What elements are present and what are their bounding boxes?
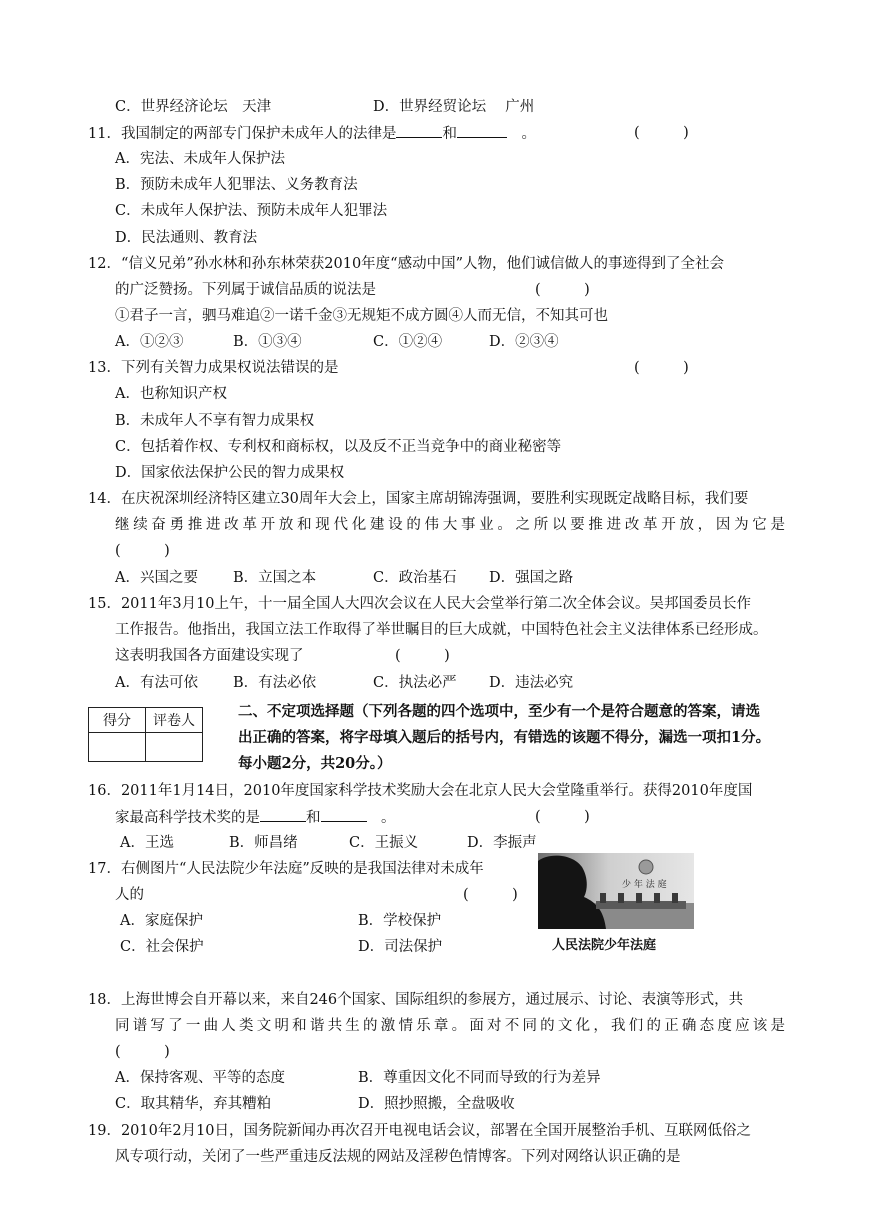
q11-stem-b: 和 xyxy=(442,126,457,142)
q15-stem-line2: 工作报告。他指出，我国立法工作取得了举世瞩目的巨大成就，中国特色社会主义法律体系已经形成。 xyxy=(115,622,768,638)
q15-option-b: B．有法必依 xyxy=(233,675,317,691)
q17-answer-paren[interactable]: ( ) xyxy=(463,887,518,903)
q14-option-c: C．政治基石 xyxy=(373,570,457,586)
q12-stem-line2: 的广泛赞扬。下列属于诚信品质的说法是 xyxy=(115,282,376,298)
q10-option-c: C．世界经济论坛 天津 xyxy=(115,99,272,115)
section2-heading-line3: 每小题2分，共20分。） xyxy=(238,755,392,772)
section2-heading-line1: 二、不定项选择题（下列各题的四个选项中，至少有一个是符合题意的答案，请选 xyxy=(238,703,760,720)
q18-option-a: A．保持客观、平等的态度 xyxy=(115,1070,285,1086)
q15-option-d: D．违法必究 xyxy=(489,675,574,691)
q15-stem-line1: 15．2011年3月10上午，十一届全国人大四次会议在人民大会堂举行第二次全体会议。吴邦国委员长作 xyxy=(88,596,752,612)
photo-sign-text: 少 年 法 庭 xyxy=(622,880,667,890)
grader-header: 评卷人 xyxy=(146,708,203,733)
q13-option-a: A．也称知识产权 xyxy=(115,386,227,402)
q14-option-b: B．立国之本 xyxy=(233,570,317,586)
q18-stem-line1: 18．上海世博会自开幕以来，来自246个国家、国际组织的参展方，通过展示、讨论、表演等形式，共 xyxy=(88,992,744,1008)
q18-answer-paren[interactable]: ( ) xyxy=(115,1044,170,1060)
answer-blank[interactable] xyxy=(457,123,507,138)
q16-option-c: C．王振义 xyxy=(349,835,419,851)
q11-stem-a: 11．我国制定的两部专门保护未成年人的法律是 xyxy=(88,126,397,142)
q14-stem-line2: 继续奋勇推进改革开放和现代化建设的伟大事业。之所以要推进改革开放，因为它是 xyxy=(115,517,785,533)
answer-blank[interactable] xyxy=(396,123,442,138)
q18-option-c: C．取其精华，弃其糟粕 xyxy=(115,1096,272,1112)
q13-answer-paren[interactable]: ( ) xyxy=(634,360,689,376)
q11-stem-c: 。 xyxy=(506,126,536,142)
q17-option-a: A．家庭保护 xyxy=(120,913,203,929)
q16-stem-line2-a: 家最高科学技术奖的是 xyxy=(115,810,260,826)
q16-option-d: D．李振声 xyxy=(467,835,537,851)
q11-option-a: A．宪法、未成年人保护法 xyxy=(115,151,285,167)
section2-heading-line2: 出正确的答案，将字母填入题后的括号内，有错选的该题不得分，漏选一项扣1分。 xyxy=(238,729,771,746)
q12-option-a: A．①②③ xyxy=(115,334,184,350)
q17-stem-line2: 人的 xyxy=(115,887,144,903)
q12-answer-paren[interactable]: ( ) xyxy=(535,282,590,298)
q19-stem-line2: 风专项行动，关闭了一些严重违反法规的网站及淫秽色情博客。下列对网络认识正确的是 xyxy=(115,1149,681,1165)
q14-option-d: D．强国之路 xyxy=(489,570,574,586)
q17-stem-line1: 17．右侧图片“人民法院少年法庭”反映的是我国法律对未成年 xyxy=(88,861,484,877)
q15-option-a: A．有法可依 xyxy=(115,675,198,691)
q12-items: ①君子一言，驷马难追②一诺千金③无规矩不成方圆④人而无信，不知其可也 xyxy=(115,308,608,324)
q15-option-c: C．执法必严 xyxy=(373,675,457,691)
q11-option-b: B．预防未成年人犯罪法、义务教育法 xyxy=(115,177,358,193)
q15-stem-line3: 这表明我国各方面建设实现了 xyxy=(115,648,304,664)
score-cell[interactable] xyxy=(89,733,146,762)
q16-stem-line2 xyxy=(115,807,396,828)
juvenile-court-photo xyxy=(538,853,694,929)
q14-stem-line1: 14．在庆祝深圳经济特区建立30周年大会上，国家主席胡锦涛强调，要胜利实现既定战略目标，我们要 xyxy=(88,491,749,507)
q12-option-c: C．①②④ xyxy=(373,334,443,350)
score-table xyxy=(88,707,203,762)
answer-blank[interactable] xyxy=(260,807,306,822)
q17-option-d: D．司法保护 xyxy=(358,939,443,955)
juvenile-court-photo-image xyxy=(538,853,694,929)
grader-cell[interactable] xyxy=(146,733,203,762)
q12-option-d: D．②③④ xyxy=(489,334,559,350)
q17-option-c: C．社会保护 xyxy=(120,939,204,955)
q11-option-c: C．未成年人保护法、预防未成年人犯罪法 xyxy=(115,203,388,219)
q16-option-a: A．王选 xyxy=(120,835,174,851)
q13-option-d: D．国家依法保护公民的智力成果权 xyxy=(115,465,345,481)
q13-stem: 13．下列有关智力成果权说法错误的是 xyxy=(88,360,339,376)
q16-stem-line1: 16．2011年1月14日，2010年度国家科学技术奖励大会在北京人民大会堂隆重举行。获得2010年度国 xyxy=(88,783,753,799)
q13-option-b: B．未成年人不享有智力成果权 xyxy=(115,413,315,429)
q12-stem-line1: 12．“信义兄弟”孙水林和孙东林荣获2010年度“感动中国”人物，他们诚信做人的事迹得到了全社会 xyxy=(88,256,724,272)
q17-option-b: B．学校保护 xyxy=(358,913,442,929)
answer-blank[interactable] xyxy=(321,807,367,822)
q14-answer-paren[interactable]: ( ) xyxy=(115,543,170,559)
q12-option-b: B．①③④ xyxy=(233,334,302,350)
q19-stem-line1: 19．2010年2月10日，国务院新闻办再次召开电视电话会议，部署在全国开展整治手机、互联网低俗之 xyxy=(88,1123,752,1139)
q18-option-b: B．尊重因文化不同而导致的行为差异 xyxy=(358,1070,601,1086)
q11-option-d: D．民法通则、教育法 xyxy=(115,230,258,246)
q18-stem-line2: 同谱写了一曲人类文明和谐共生的激情乐章。面对不同的文化，我们的正确态度应该是 xyxy=(115,1018,785,1034)
q16-stem-line2-b: 和 xyxy=(306,810,321,826)
q10-option-d: D．世界经贸论坛 广州 xyxy=(373,99,535,115)
q16-stem-line2-c: 。 xyxy=(366,810,396,826)
photo-caption: 人民法院少年法庭 xyxy=(552,938,657,953)
q15-answer-paren[interactable]: ( ) xyxy=(395,648,450,664)
q13-option-c: C．包括着作权、专利权和商标权，以及反不正当竞争中的商业秘密等 xyxy=(115,439,562,455)
q16-option-b: B．师昌绪 xyxy=(229,835,298,851)
q16-answer-paren[interactable]: ( ) xyxy=(535,809,590,825)
q14-option-a: A．兴国之要 xyxy=(115,570,198,586)
q11-stem xyxy=(88,123,536,144)
q18-option-d: D．照抄照搬，全盘吸收 xyxy=(358,1096,515,1112)
q11-answer-paren[interactable]: ( ) xyxy=(634,125,689,141)
score-header: 得分 xyxy=(89,708,146,733)
